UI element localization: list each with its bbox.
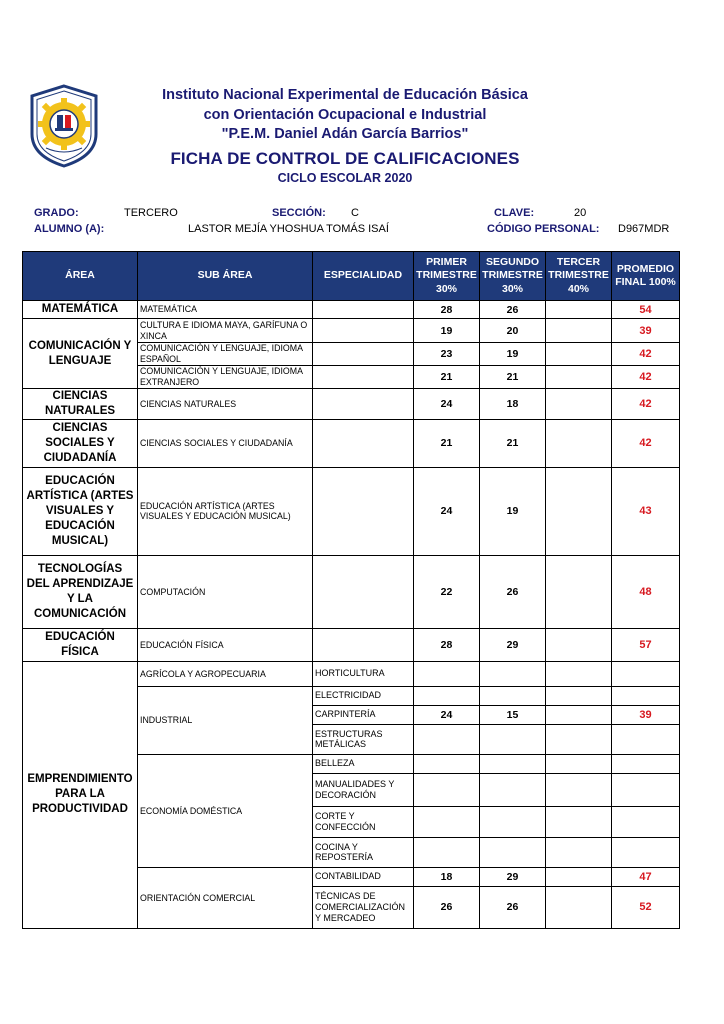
term1-cell: 19 (414, 319, 480, 343)
final-grade-cell: 52 (612, 886, 680, 928)
term1-cell: 28 (414, 301, 480, 319)
term2-cell: 20 (480, 319, 546, 343)
term3-cell (546, 467, 612, 555)
specialty-cell (313, 343, 414, 366)
grade-value: TERCERO (124, 207, 178, 219)
term1-cell: 22 (414, 555, 480, 628)
final-grade-cell: 42 (612, 343, 680, 366)
final-grade-cell: 42 (612, 389, 680, 420)
area-cell: EDUCACIÓN ARTÍSTICA (ARTES VISUALES Y EDUCACIÓN MUSICAL) (23, 467, 138, 555)
term2-cell: 26 (480, 886, 546, 928)
subarea-cell: INDUSTRIAL (138, 686, 313, 754)
header-term1: PRIMER TRIMESTRE 30% (414, 252, 480, 301)
final-grade-cell (612, 724, 680, 754)
term1-cell: 18 (414, 867, 480, 886)
term3-cell (546, 366, 612, 389)
term2-cell: 19 (480, 343, 546, 366)
term3-cell (546, 705, 612, 724)
term2-cell (480, 773, 546, 806)
term2-cell (480, 837, 546, 867)
grade-label: GRADO: (34, 207, 79, 219)
term2-cell (480, 686, 546, 705)
term2-cell: 29 (480, 628, 546, 661)
final-grade-cell (612, 773, 680, 806)
final-grade-cell: 47 (612, 867, 680, 886)
term2-cell: 21 (480, 419, 546, 467)
term1-cell (414, 661, 480, 686)
personal-code-label: CÓDIGO PERSONAL: (487, 223, 600, 235)
term3-cell (546, 343, 612, 366)
final-grade-cell: 54 (612, 301, 680, 319)
institution-name-line1: Instituto Nacional Experimental de Educación Básica (162, 87, 528, 103)
area-cell: TECNOLOGÍAS DEL APRENDIZAJE Y LA COMUNICACIÓN (23, 555, 138, 628)
specialty-cell (313, 319, 414, 343)
specialty-cell (313, 555, 414, 628)
table-row (23, 389, 680, 420)
grades-table (22, 251, 680, 929)
subarea-cell: COMUNICACIÓN Y LENGUAJE, IDIOMA EXTRANJERO (138, 366, 313, 389)
term1-cell: 28 (414, 628, 480, 661)
specialty-cell: ESTRUCTURAS METÁLICAS (313, 724, 414, 754)
table-header-row (23, 252, 680, 301)
term3-cell (546, 419, 612, 467)
specialty-cell: CORTE Y CONFECCIÓN (313, 806, 414, 837)
institution-name-line2: con Orientación Ocupacional e Industrial (203, 107, 487, 123)
specialty-cell: HORTICULTURA (313, 661, 414, 686)
term3-cell (546, 628, 612, 661)
term2-cell: 26 (480, 301, 546, 319)
school-year: CICLO ESCOLAR 2020 (277, 171, 413, 185)
term1-cell (414, 837, 480, 867)
specialty-cell (313, 366, 414, 389)
term3-cell (546, 686, 612, 705)
subarea-cell: CIENCIAS SOCIALES Y CIUDADANÍA (138, 419, 313, 467)
specialty-cell: CONTABILIDAD (313, 867, 414, 886)
table-row (23, 628, 680, 661)
term3-cell (546, 724, 612, 754)
final-grade-cell: 57 (612, 628, 680, 661)
header-term3: TERCER TRIMESTRE 40% (546, 252, 612, 301)
term2-cell: 19 (480, 467, 546, 555)
area-cell: MATEMÁTICA (23, 301, 138, 319)
subarea-cell: MATEMÁTICA (138, 301, 313, 319)
term2-cell: 29 (480, 867, 546, 886)
area-cell: CIENCIAS NATURALES (23, 389, 138, 420)
term2-cell (480, 754, 546, 773)
area-cell: CIENCIAS SOCIALES Y CIUDADANÍA (23, 419, 138, 467)
term2-cell: 15 (480, 705, 546, 724)
term2-cell (480, 724, 546, 754)
final-grade-cell: 43 (612, 467, 680, 555)
document-title: FICHA DE CONTROL DE CALIFICACIONES (170, 149, 520, 168)
area-cell: EDUCACIÓN FÍSICA (23, 628, 138, 661)
specialty-cell (313, 419, 414, 467)
header-area: ÁREA (23, 252, 138, 301)
specialty-cell: CARPINTERÍA (313, 705, 414, 724)
specialty-cell (313, 628, 414, 661)
term1-cell (414, 754, 480, 773)
specialty-cell: COCINA Y REPOSTERÍA (313, 837, 414, 867)
subarea-cell: COMUNICACIÓN Y LENGUAJE, IDIOMA ESPAÑOL (138, 343, 313, 366)
student-name: LASTOR MEJÍA YHOSHUA TOMÁS ISAÍ (188, 223, 389, 235)
final-grade-cell: 39 (612, 319, 680, 343)
term3-cell (546, 301, 612, 319)
subarea-cell: CIENCIAS NATURALES (138, 389, 313, 420)
term1-cell: 24 (414, 467, 480, 555)
header-subarea: SUB ÁREA (138, 252, 313, 301)
subarea-cell: COMPUTACIÓN (138, 555, 313, 628)
subarea-cell: AGRÍCOLA Y AGROPECUARIA (138, 661, 313, 686)
final-grade-cell (612, 754, 680, 773)
term1-cell (414, 686, 480, 705)
student-label: ALUMNO (A): (34, 223, 105, 235)
term3-cell (546, 837, 612, 867)
final-grade-cell: 42 (612, 419, 680, 467)
personal-code-value: D967MDR (618, 223, 670, 235)
term1-cell: 24 (414, 705, 480, 724)
term3-cell (546, 886, 612, 928)
term2-cell (480, 661, 546, 686)
specialty-cell: TÉCNICAS DE COMERCIALIZACIÓN Y MERCADEO (313, 886, 414, 928)
final-grade-cell (612, 661, 680, 686)
table-row (23, 661, 680, 686)
table-row (23, 301, 680, 319)
specialty-cell (313, 301, 414, 319)
final-grade-cell: 48 (612, 555, 680, 628)
term3-cell (546, 319, 612, 343)
term1-cell: 21 (414, 366, 480, 389)
term3-cell (546, 867, 612, 886)
header-specialty: ESPECIALIDAD (313, 252, 414, 301)
table-row (23, 419, 680, 467)
specialty-cell (313, 467, 414, 555)
term1-cell: 23 (414, 343, 480, 366)
term1-cell (414, 724, 480, 754)
key-value: 20 (574, 207, 587, 219)
final-grade-cell: 39 (612, 705, 680, 724)
term1-cell: 21 (414, 419, 480, 467)
institution-name-line3: "P.E.M. Daniel Adán García Barrios" (221, 126, 469, 142)
term2-cell: 21 (480, 366, 546, 389)
term2-cell: 18 (480, 389, 546, 420)
table-row (23, 467, 680, 555)
subarea-cell: CULTURA E IDIOMA MAYA, GARÍFUNA O XINCA (138, 319, 313, 343)
header-term2: SEGUNDO TRIMESTRE 30% (480, 252, 546, 301)
final-grade-cell (612, 806, 680, 837)
final-grade-cell (612, 686, 680, 705)
term1-cell (414, 773, 480, 806)
area-cell: COMUNICACIÓN Y LENGUAJE (23, 319, 138, 389)
term3-cell (546, 389, 612, 420)
section-label: SECCIÓN: (272, 207, 326, 219)
subarea-cell: EDUCACIÓN ARTÍSTICA (ARTES VISUALES Y EDUCACIÓN MUSICAL) (138, 467, 313, 555)
header-final: PROMEDIO FINAL 100% (612, 252, 680, 301)
specialty-cell: MANUALIDADES Y DECORACIÓN (313, 773, 414, 806)
term3-cell (546, 806, 612, 837)
final-grade-cell (612, 837, 680, 867)
term3-cell (546, 661, 612, 686)
subarea-cell: ORIENTACIÓN COMERCIAL (138, 867, 313, 928)
term1-cell (414, 806, 480, 837)
table-row (23, 555, 680, 628)
term2-cell (480, 806, 546, 837)
specialty-cell (313, 389, 414, 420)
subarea-cell: EDUCACIÓN FÍSICA (138, 628, 313, 661)
key-label: CLAVE: (494, 207, 535, 219)
final-grade-cell: 42 (612, 366, 680, 389)
table-row (23, 319, 680, 343)
term3-cell (546, 773, 612, 806)
term3-cell (546, 555, 612, 628)
section-value: C (351, 207, 359, 219)
subarea-cell: ECONOMÍA DOMÉSTICA (138, 754, 313, 867)
specialty-cell: ELECTRICIDAD (313, 686, 414, 705)
term1-cell: 24 (414, 389, 480, 420)
area-cell: EMPRENDIMIENTO PARA LA PRODUCTIVIDAD (23, 661, 138, 928)
specialty-cell: BELLEZA (313, 754, 414, 773)
school-logo (28, 84, 100, 168)
term2-cell: 26 (480, 555, 546, 628)
term1-cell: 26 (414, 886, 480, 928)
term3-cell (546, 754, 612, 773)
